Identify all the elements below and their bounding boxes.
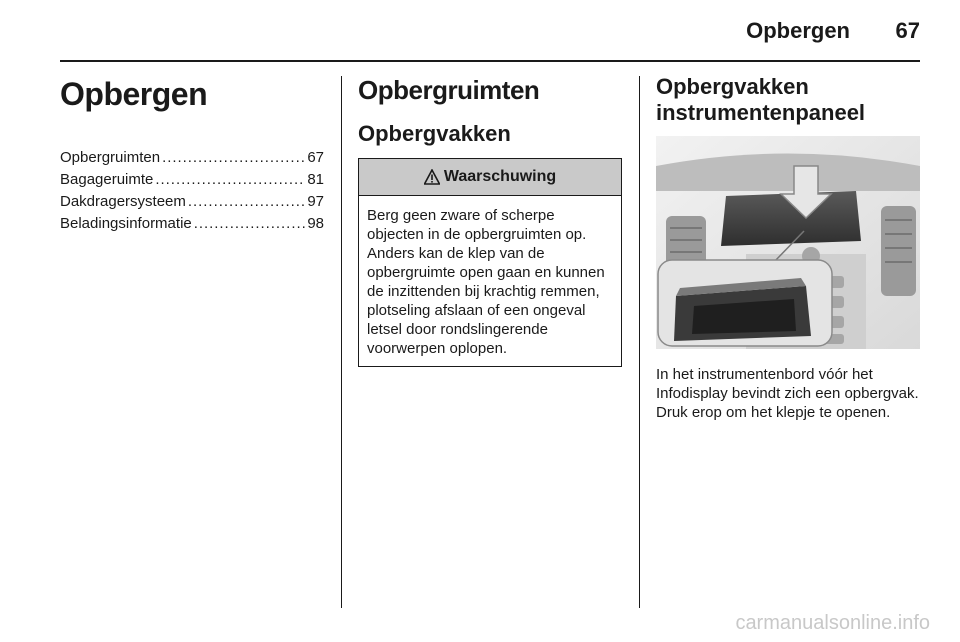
- warning-body: [359, 196, 621, 366]
- toc-leader: [162, 147, 305, 169]
- chapter-title: Opbergen: [60, 76, 208, 112]
- column-divider-2: [639, 76, 640, 608]
- toc-entry[interactable]: [60, 191, 324, 213]
- caption-text: In het instrumentenbord vóór het Infodisplay bevindt zich een opbergvak. Druk erop om het klepje te openen.: [656, 366, 919, 421]
- chapter-column: [60, 74, 324, 235]
- toc-entry[interactable]: [60, 213, 324, 235]
- toc-leader: [194, 213, 306, 235]
- toc-page: 81: [307, 171, 324, 188]
- caption: [656, 365, 920, 422]
- table-of-contents: [60, 147, 324, 235]
- watermark: carmanualsonline.info: [735, 612, 930, 634]
- toc-entry[interactable]: [60, 147, 324, 169]
- toc-page: 67: [307, 149, 324, 166]
- toc-leader: [155, 169, 305, 191]
- warning-text: Berg geen zware of scherpe objecten in de opbergruimten op. Anders kan de klep van de opbergruimte open gaan en kunnen de inzittenden bij krachtig remmen, plotseling afslaan of een ongeval letsel door rondslingerende voorwerpen oplopen.: [367, 207, 605, 357]
- toc-page: 98: [307, 215, 324, 232]
- section-column: [358, 74, 622, 367]
- toc-label: Opbergruimten: [60, 149, 161, 166]
- column-divider-1: [341, 76, 342, 608]
- toc-label: Dakdragersysteem: [60, 193, 186, 210]
- toc-label: Beladingsinformatie: [60, 215, 192, 232]
- toc-page: 97: [307, 193, 324, 210]
- toc-entry[interactable]: [60, 169, 324, 191]
- warning-header: [359, 159, 621, 196]
- header-rule: [60, 60, 920, 62]
- warning-box: [358, 158, 622, 367]
- header-title: Opbergen: [746, 18, 850, 43]
- toc-leader: [188, 191, 305, 213]
- toc-label: Bagageruimte: [60, 171, 154, 188]
- storage-column: [656, 74, 920, 422]
- page-number: 67: [895, 18, 920, 43]
- section-subtitle: Opbergvakken: [358, 121, 511, 146]
- warning-triangle-icon: [424, 169, 440, 185]
- storage-title: Opbergvakken instrumentenpaneel: [656, 74, 866, 125]
- warning-heading: Waarschuwing: [443, 168, 557, 185]
- section-title: Opbergruimten: [358, 75, 540, 105]
- instrument-panel-photo: [656, 136, 920, 349]
